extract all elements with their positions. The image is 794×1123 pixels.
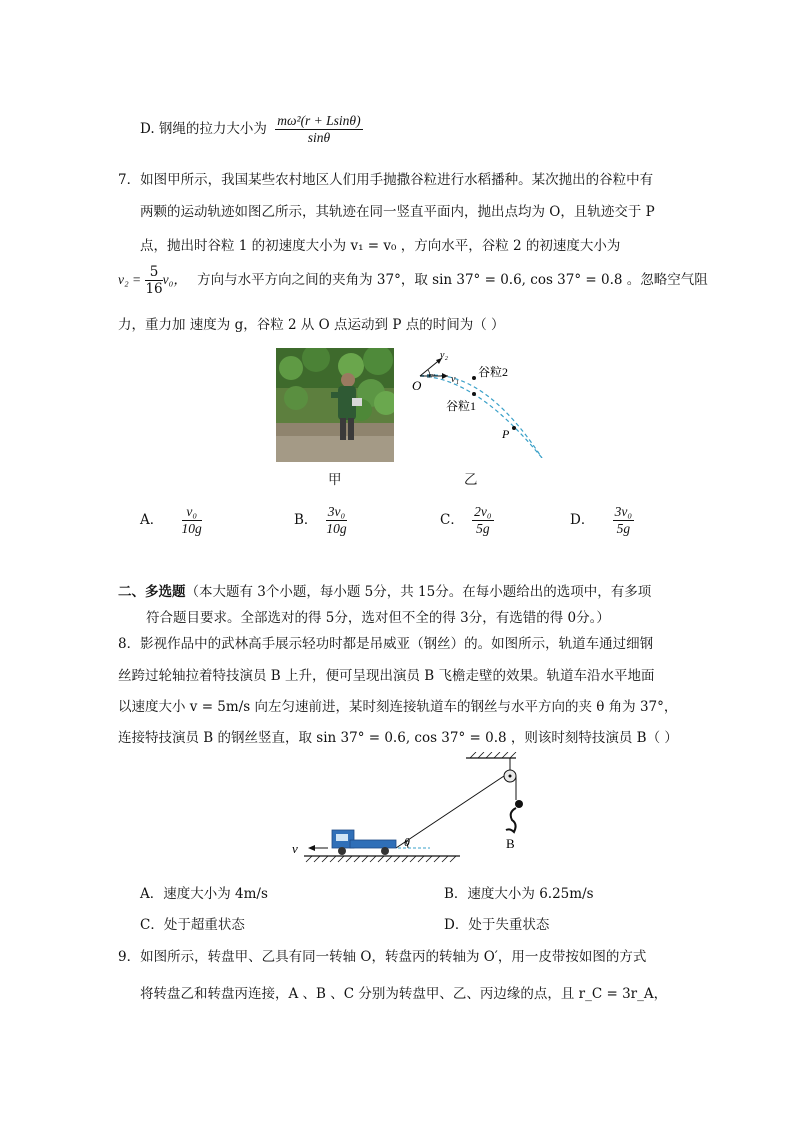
truck-pulley-diagram [290,752,530,874]
section2-title: 二、多选题 [118,584,186,600]
prev-option-d [140,113,363,146]
prev-option-d-denominator: sinθ [307,130,331,145]
truck-bed [350,840,396,848]
q7-v2-num: 5 [145,264,162,281]
label-o: O [412,378,422,393]
q8-line1: 8．影视作品中的武林高手展示轻功时都是吊威亚（钢丝）的。如图所示，轨道车通过细钢 [118,636,654,652]
label-p: P [502,427,510,441]
q9-line1: 9．如图所示，转盘甲、乙具有同一转轴 O，转盘丙的转轴为 O′，用一皮带按如图的方式 [118,949,647,965]
q8-line4: 连接特技演员 B 的钢丝竖直，取 sin 37° = 0.6, cos 37° = 0.8 ，则该时刻特技演员 B（ ） [118,730,678,746]
trajectory-diagram [402,346,552,458]
label-v2: v₂ [440,350,448,361]
q7-number: 7． [118,172,141,188]
label-v1: v₁ [451,374,459,385]
farmer-photo [276,348,394,462]
caption-yi: 乙 [464,472,478,488]
label-b: B [506,836,515,851]
q7-line4-rest: 方向与水平方向之间的夹角为 37°，取 sin 37° = 0.6, cos 37° = 0.8 。忽略空气阻 [197,272,708,288]
label-grain2: 谷粒2 [478,365,509,379]
caption-jia: 甲 [328,472,342,488]
q7-option-b[interactable]: B． $\frac{\text{3v₀}}{10g}$ [294,504,347,536]
q7-v2-den: 16 [145,281,163,297]
q7-option-d[interactable]: D． $\frac{\text{3v₀}}{5g}$ [570,504,633,536]
q7-v2-eq: v₂ = [118,272,142,287]
label-v: v [292,841,298,856]
q8-option-a[interactable]: A．速度大小为 4m/s [140,886,268,902]
prev-option-d-label: D. 钢绳的拉力大小为 [140,121,267,137]
q8-option-b[interactable]: B．速度大小为 6.25m/s [444,886,594,902]
wire-to-truck [396,776,504,848]
q8-option-d[interactable]: D．处于失重状态 [444,917,550,933]
q7-v0: v₀， [162,272,187,287]
q7-line1 [118,168,653,188]
q7-text-1: 如图甲所示，我国某些农村地区人们用手抛撒谷粒进行水稻播种。某次抛出的谷粒中有 [140,172,654,188]
q8-line3: 以速度大小 v = 5m/s 向左匀速前进，某时刻连接轨道车的钢丝与水平方向的夹 θ 角为 37°， [118,699,678,715]
label-theta: θ [404,835,410,849]
q8-option-c[interactable]: C．处于超重状态 [140,917,245,933]
q7-line3: 点，抛出时谷粒 1 的初速度大小为 v₁ = v₀ ，方向水平，谷粒 2 的初速度大小为 [140,238,621,254]
prev-option-d-fraction [275,113,362,146]
q9-line2: 将转盘乙和转盘丙连接，A 、B 、C 分别为转盘甲、乙、丙边缘的点，且 r_C = 3r_A， [140,986,668,1002]
grain2-trajectory [420,375,542,458]
q7-option-c[interactable]: C． $\frac{\text{2v₀}}{5g}$ [440,504,492,536]
q8-line2: 丝跨过轮轴拉着特技演员 B 上升，便可呈现出演员 B 飞檐走壁的效果。轨道车沿水平地面 [118,668,655,684]
q7-line4 [118,264,708,297]
q8-number: 8． [118,636,141,652]
q9-number: 9． [118,949,141,965]
q7-v2-fraction [145,264,162,297]
section2-line1: 二、多选题（本大题有 3个小题，每小题 5分，共 15分。在每小题给出的选项中，有多项 [118,584,652,600]
q7-line2: 两颗的运动轨迹如图乙所示，其轨迹在同一竖直平面内，抛出点均为 O，且轨迹交于 P [140,204,655,220]
q7-option-a[interactable]: A． $\frac{\text{v₀}}{10g}$ [140,504,202,536]
prev-option-d-numerator: mω²(r + Lsinθ) [277,113,361,128]
label-grain1: 谷粒1 [446,399,477,413]
section2-line2: 符合题目要求。全部选对的得 5分，选对但不全的得 3分，有选错的得 0分。） [146,610,610,626]
q7-line5: 力，重力加 速度为 g，谷粒 2 从 O 点运动到 P 点的时间为（ ） [118,317,505,333]
grain1-trajectory [420,376,542,458]
label-angle: 37° [427,374,436,380]
